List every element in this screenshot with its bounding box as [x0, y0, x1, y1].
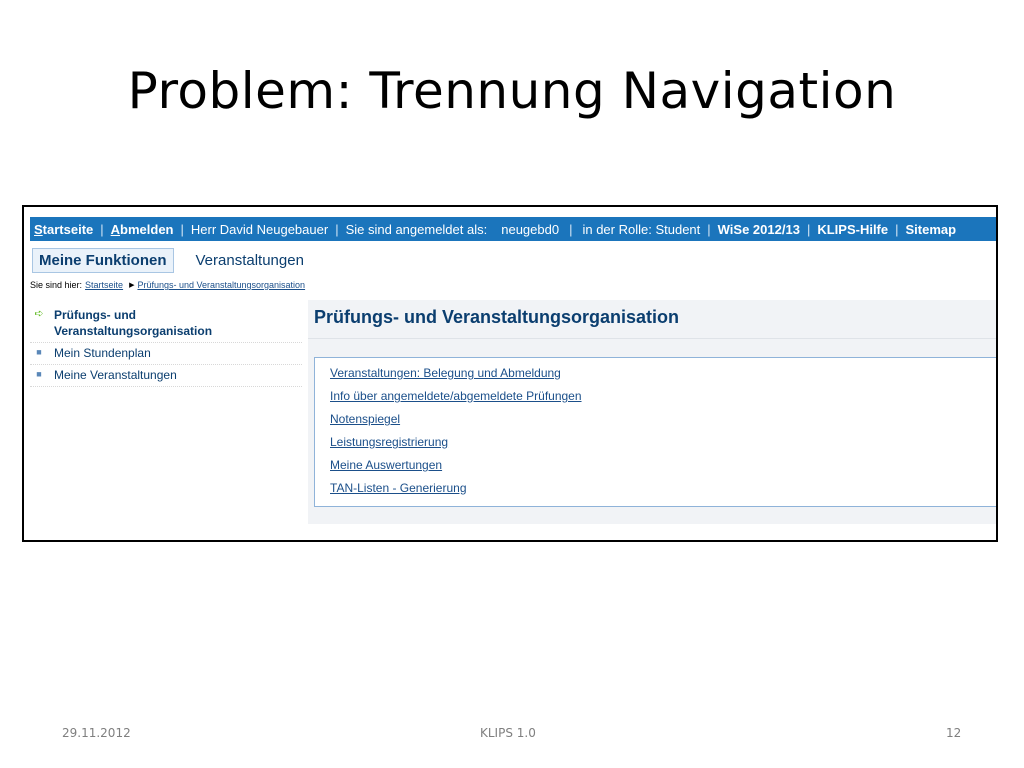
home-accesskey: S — [34, 221, 43, 237]
link-meine-auswertungen[interactable]: Meine Auswertungen — [330, 458, 443, 472]
separator: | — [180, 221, 184, 237]
separator: | — [707, 221, 711, 237]
sidebar-item-label — [48, 307, 212, 339]
link-tan-listen[interactable]: TAN-Listen - Generierung — [330, 481, 467, 495]
logout-link-label: bmelden — [120, 221, 174, 237]
semester-link[interactable]: WiSe 2012/13 — [717, 221, 800, 237]
separator: | — [335, 221, 339, 237]
divider — [308, 338, 996, 339]
page-title: Prüfungs- und Veranstaltungsorganisation — [314, 307, 680, 327]
link-notenspiegel[interactable]: Notenspiegel — [330, 412, 401, 426]
logout-link[interactable] — [107, 222, 178, 237]
footer-date: 29.11.2012 — [62, 726, 131, 740]
sidebar-item-pruefungsorganisation[interactable] — [30, 305, 302, 343]
home-link[interactable] — [30, 222, 97, 237]
link-leistungsregistrierung[interactable]: Leistungsregistrierung — [330, 435, 449, 449]
green-arrow-icon: ➪ — [34, 308, 44, 320]
main-content — [308, 300, 996, 524]
breadcrumb-arrow-icon: ▶ — [129, 282, 135, 289]
user-role: in der Rolle: Student — [582, 221, 701, 237]
top-navigation-bar — [30, 217, 996, 241]
help-link[interactable]: KLIPS-Hilfe — [817, 221, 889, 237]
home-link-label: tartseite — [42, 221, 94, 237]
sidebar-item-label: Mein Stundenplan — [54, 346, 151, 360]
tab-veranstaltungen[interactable]: Veranstaltungen — [195, 251, 304, 269]
username: neugebd0 — [501, 221, 560, 237]
user-name: Herr David Neugebauer — [190, 221, 329, 237]
separator: | — [100, 221, 104, 237]
square-bullet-icon: ■ — [36, 347, 42, 357]
link-belegung-abmeldung[interactable]: Veranstaltungen: Belegung und Abmeldung — [330, 366, 561, 380]
link-box — [314, 357, 998, 507]
link-pruefungsinfo[interactable]: Info über angemeldete/abgemeldete Prüfungen — [330, 389, 582, 403]
footer-center: KLIPS 1.0 — [480, 726, 536, 740]
breadcrumb — [30, 280, 305, 290]
breadcrumb-prefix: Sie sind hier: — [30, 280, 83, 290]
sidebar-item-stundenplan[interactable] — [30, 343, 302, 365]
separator: | — [806, 221, 811, 237]
link-list — [315, 358, 998, 504]
separator: | — [569, 221, 573, 237]
breadcrumb-home-link[interactable]: Startseite — [85, 280, 124, 290]
sidebar-item-label: Meine Veranstaltungen — [54, 368, 177, 382]
sidebar-item-label-line1: Prüfungs- und — [54, 308, 136, 322]
separator: | — [895, 221, 899, 237]
sidebar-item-veranstaltungen[interactable] — [30, 365, 302, 387]
sitemap-link[interactable]: Sitemap — [905, 221, 957, 237]
sidebar-navigation — [30, 305, 302, 387]
tab-meine-funktionen[interactable]: Meine Funktionen — [32, 248, 174, 273]
sidebar-item-label-line2: Veranstaltungsorganisation — [54, 324, 213, 338]
footer-page-number: 12 — [946, 726, 962, 740]
logout-accesskey: A — [110, 221, 121, 237]
square-bullet-icon: ■ — [36, 369, 42, 379]
breadcrumb-current-link[interactable]: Prüfungs- und Veranstaltungsorganisation — [137, 280, 306, 290]
logged-in-label: Sie sind angemeldet als: — [345, 221, 488, 237]
klips-screenshot — [22, 205, 998, 542]
function-tabs — [32, 247, 304, 273]
slide-title: Problem: Trennung Navigation — [127, 62, 897, 120]
